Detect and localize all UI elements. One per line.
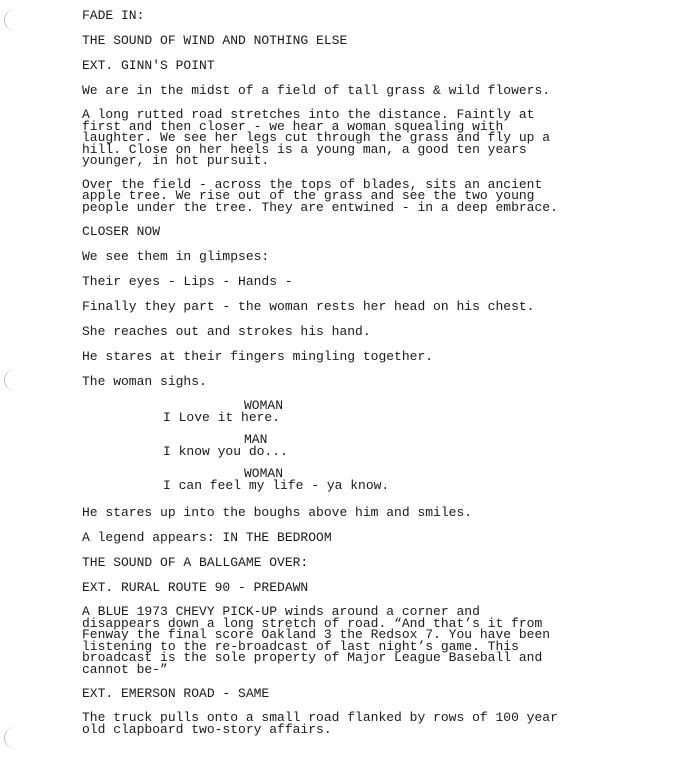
transition: FADE IN:: [82, 8, 145, 23]
action-line: Their eyes - Lips - Hands -: [82, 274, 293, 289]
punch-hole-mark: [4, 369, 15, 391]
dialogue-line: I know you do...: [163, 444, 288, 459]
action-line: He stares at their fingers mingling together.: [82, 349, 434, 364]
action-paragraph: Over the field - across the tops of blades, sits an ancient apple tree. We rise out of the grass and see the two young people under the tree. They are entwined - in a deep embrace.: [82, 176, 558, 215]
screenplay-text: [82, 9, 692, 747]
dialogue-line: I Love it here.: [163, 410, 281, 425]
sound-cue: THE SOUND OF WIND AND NOTHING ELSE: [82, 33, 348, 48]
sound-cue: THE SOUND OF A BALLGAME OVER:: [82, 555, 309, 570]
action-line: He stares up into the boughs above him and smiles.: [82, 505, 473, 520]
dialogue-block: [82, 468, 692, 492]
action-line: Finally they part - the woman rests her head on his chest.: [82, 299, 535, 314]
action-line: We are in the midst of a field of tall grass & wild flowers.: [82, 83, 551, 98]
dialogue-line: I can feel my life - ya know.: [163, 478, 390, 493]
action-line: The woman sighs.: [82, 374, 207, 389]
action-paragraph: The truck pulls onto a small road flanked by rows of 100 year old clapboard two-story affairs.: [82, 710, 558, 737]
dialogue-block: [82, 400, 692, 424]
dialogue-block: [82, 434, 692, 458]
punch-hole-mark: [4, 9, 15, 31]
action-line: We see them in glimpses:: [82, 249, 270, 264]
character-name: WOMAN: [244, 398, 284, 413]
legend-line: A legend appears: IN THE BEDROOM: [82, 530, 332, 545]
action-paragraph: A long rutted road stretches into the distance. Faintly at first and then closer - we hear a woman squealing with laughter. We see her legs cut through the grass and fly up a hill. Close on her heels is a young man, a good ten years younger, in hot pursuit.: [82, 107, 551, 168]
character-name: WOMAN: [244, 466, 284, 481]
shot-direction: CLOSER NOW: [82, 224, 161, 239]
scene-heading: EXT. RURAL ROUTE 90 - PREDAWN: [82, 580, 309, 595]
character-name: MAN: [244, 432, 268, 447]
scene-heading: EXT. EMERSON ROAD - SAME: [82, 686, 270, 701]
scene-heading: EXT. GINN'S POINT: [82, 58, 215, 73]
action-line: She reaches out and strokes his hand.: [82, 324, 371, 339]
punch-hole-mark: [4, 727, 15, 749]
action-paragraph: A BLUE 1973 CHEVY PICK-UP winds around a corner and disappears down a long stretch of road. “And that’s it from Fenway the final score Oakland 3 the Redsox 7. You have been listening to the re-broadcast of last night’s game. This broadcast is the sole property of Major League Baseball and cannot be-”: [82, 604, 551, 677]
